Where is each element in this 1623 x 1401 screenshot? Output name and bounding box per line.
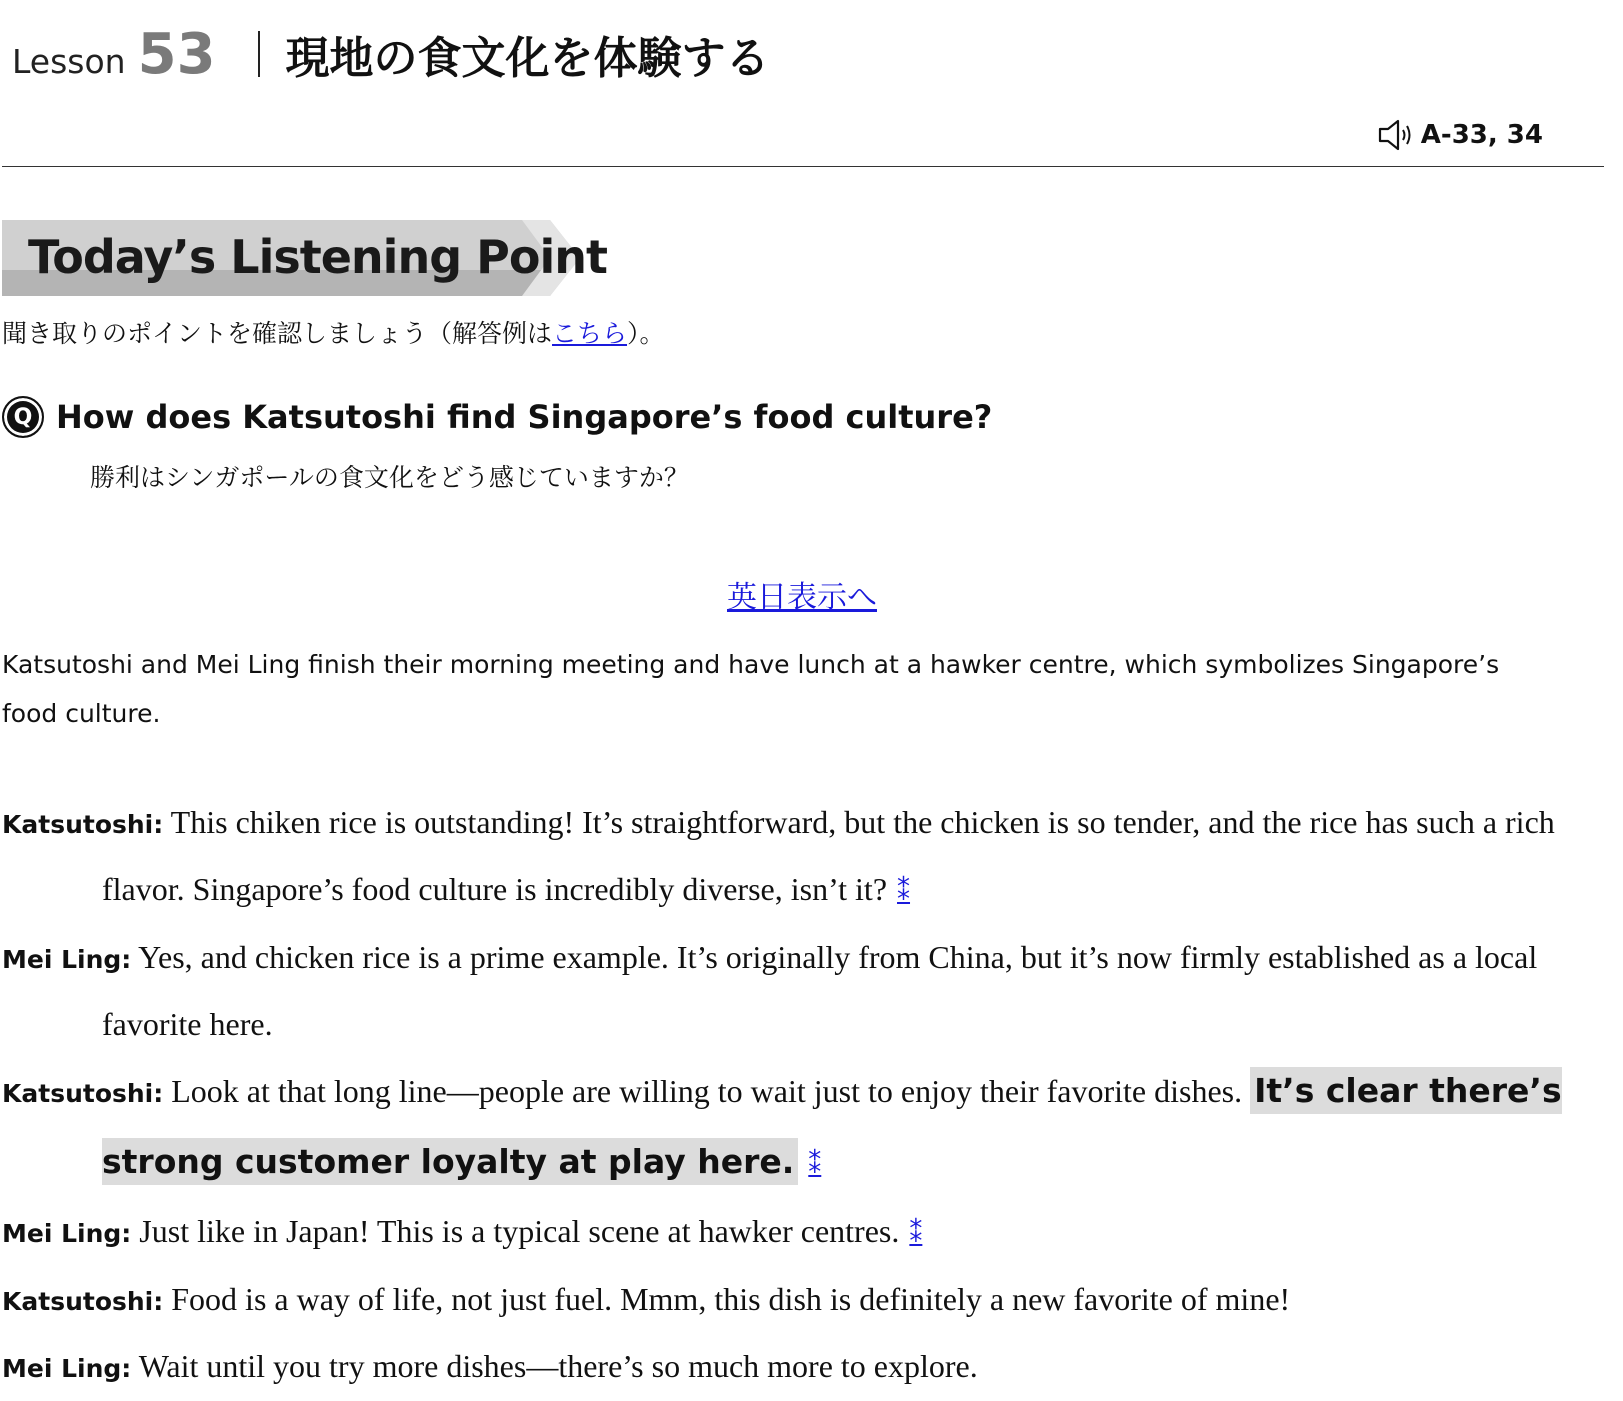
lesson-label: Lesson <box>12 42 126 81</box>
dialogue-text: Just like in Japan! This is a typical scene at hawker centres. <box>139 1213 900 1249</box>
audio-track[interactable] <box>1377 118 1543 152</box>
question-badge-icon: Q <box>2 396 44 438</box>
lesson-number: 53 <box>137 22 216 87</box>
dialogue-line <box>2 1057 1612 1199</box>
instruction-suffix: ）。 <box>627 319 665 348</box>
speaker-name: Mei Ling: <box>2 1354 132 1383</box>
listening-point-banner <box>2 220 607 296</box>
switch-display-link[interactable]: 英日表示へ <box>727 580 877 615</box>
dialogue <box>2 790 1612 1401</box>
dialogue-text: Look at that long line—people are willing to wait just to enjoy their favorite dishes. <box>171 1073 1243 1109</box>
dialogue-text: Yes, and chicken rice is a prime example. It’s originally from China, but it’s now firmly established as a local favorite here. <box>102 939 1538 1042</box>
dialogue-line <box>2 1334 1612 1401</box>
question-text: How does Katsutoshi find Singapore’s food culture? <box>56 398 993 436</box>
audio-track-label: A-33, 34 <box>1420 120 1543 150</box>
lesson-header <box>12 22 770 92</box>
point-instruction <box>2 314 665 350</box>
dialogue-text: Wait until you try more dishes—there’s so much more to explore. <box>138 1348 978 1384</box>
note-link[interactable]: ⁑ <box>808 1150 822 1180</box>
dialogue-line <box>2 925 1612 1057</box>
header-divider <box>2 166 1604 167</box>
dialogue-text: This chiken rice is outstanding! It’s straightforward, but the chicken is so tender, and the rice has such a rich flavor. Singapore’s food culture is incredibly diverse, isn’t it? <box>102 804 1555 907</box>
speaker-name: Katsutoshi: <box>2 1287 164 1316</box>
question <box>2 396 992 438</box>
english-japanese-toggle <box>0 572 1604 616</box>
speaker-name: Katsutoshi: <box>2 810 164 839</box>
speaker-name: Mei Ling: <box>2 945 132 974</box>
speaker-name: Mei Ling: <box>2 1219 132 1248</box>
answer-example-link[interactable]: こちら <box>552 319 628 348</box>
dialogue-line <box>2 1199 1612 1267</box>
dialogue-text: Food is a way of life, not just fuel. Mmm, this dish is definitely a new favorite of mine! <box>171 1281 1291 1317</box>
instruction-prefix: 聞き取りのポイントを確認しましょう（解答例は <box>2 319 553 348</box>
question-text-ja: 勝利はシンガポールの食文化をどう感じていますか？ <box>90 463 689 492</box>
note-link[interactable]: ⁑ <box>897 877 911 907</box>
speaker-icon[interactable] <box>1377 118 1417 152</box>
highlighted-key-sentence: It’s clear there’s strong customer loyalty at play here. <box>102 1067 1562 1185</box>
note-link[interactable]: ⁑ <box>909 1219 923 1249</box>
lesson-title: 現地の食文化を体験する <box>285 33 770 84</box>
dialogue-line <box>2 1267 1612 1334</box>
title-divider <box>258 31 260 77</box>
speaker-name: Katsutoshi: <box>2 1079 164 1108</box>
dialogue-line <box>2 790 1612 925</box>
banner-title: Today’s Listening Point <box>28 230 607 284</box>
scene-intro: Katsutoshi and Mei Ling finish their morning meeting and have lunch at a hawker centre, which symbolizes Singapore’s food culture. <box>2 650 1500 728</box>
